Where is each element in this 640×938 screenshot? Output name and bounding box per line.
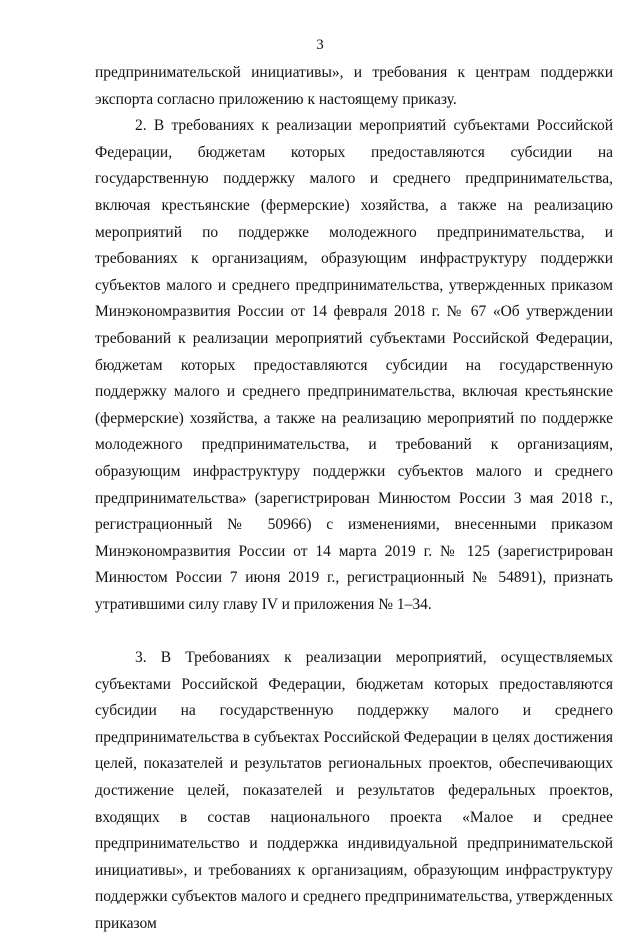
paragraph-item-2: 2. В требованиях к реализации мероприятий субъектами Российской Федерации, бюджетам которых предоставляются субсидии на государственную поддержку малого и среднего предпринимательства, включая крестьянские (фермерские) хозяйства, а также на реализацию мероприятий по поддержке молодежного предпринимательства, и требованиях к организациям, образующим инфраструктуру поддержки субъектов малого и среднего предпринимательства, утвержденных приказом Минэкономразвития России от 14 февраля 2018 г. № 67 «Об утверждении требований к реализации мероприятий субъектами Российской Федерации, бюджетам которых предоставляются субсидии на государственную поддержку малого и среднего предпринимательства, включая крестьянские (фермерские) хозяйства, а также на реализацию мероприятий по поддержке молодежного предпринимательства, и требований к организациям, образующим инфраструктуру поддержки субъектов малого и среднего предпринимательства» (зарегистрирован Минюстом России 3 мая 2018 г., регистрационный № 50966) с изменениями, внесенными приказом Минэкономразвития России от 14 марта 2019 г. № 125 (зарегистрирован Минюстом России 7 июня 2019 г., регистрационный № 54891), признать утратившими силу главу IV и приложения № 1–34. — [95, 117, 613, 613]
page-number: 3 — [316, 37, 324, 53]
paragraph-item-3: 3. В Требованиях к реализации мероприятий, осуществляемых субъектами Российской Федерации, бюджетам которых предоставляются субсидии на государственную поддержку малого и среднего предпринимательства в субъектах Российской Федерации в целях достижения целей, показателей и результатов региональных проектов, обеспечивающих достижение целей, показателей и результатов федеральных проектов, входящих в состав национального проекта «Малое и среднее предпринимательство и поддержка индивидуальной предпринимательской инициативы», и требованиях к организациям, образующим инфраструктуру поддержки субъектов малого и среднего предпринимательства, утвержденных приказом — [95, 649, 613, 932]
paragraph-continuation: предпринимательской инициативы», и требования к центрам поддержки экспорта согласно приложению к настоящему приказу. — [95, 64, 613, 108]
document-body — [95, 60, 613, 938]
